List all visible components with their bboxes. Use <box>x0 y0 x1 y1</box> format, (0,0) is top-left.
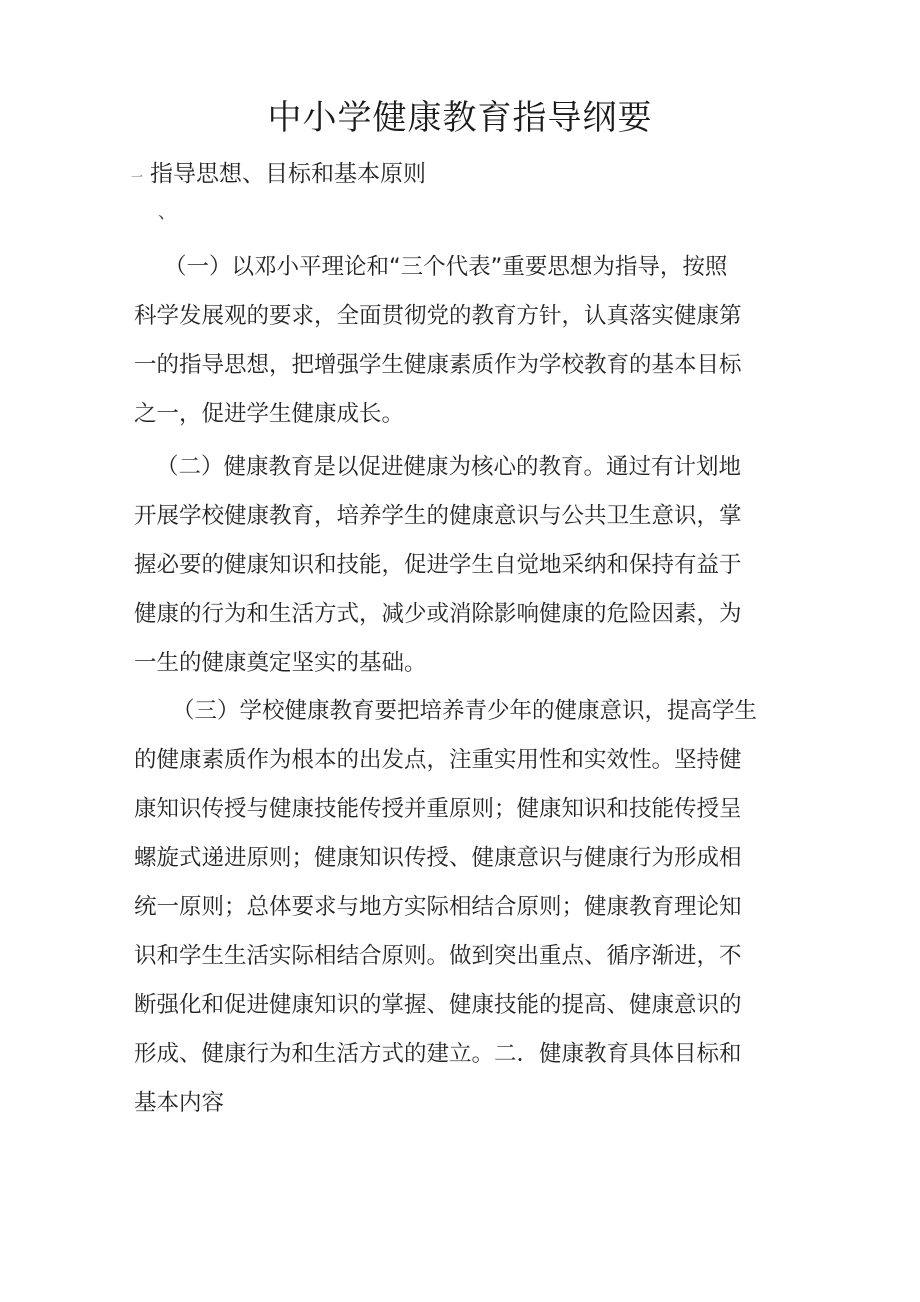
paragraph-3 <box>134 687 796 1128</box>
paragraph-line: （二）健康教育是以促进健康为核心的教育。通过有计划地 <box>156 454 742 480</box>
section-stray-mark: 、 <box>158 202 176 223</box>
paragraph-line: 一的指导思想，把增强学生健康素质作为学校教育的基本目标 <box>134 352 742 378</box>
paragraph-line: 断强化和促进健康知识的掌握、健康技能的提高、健康意识的 <box>134 992 742 1018</box>
paragraph-line: 形成、健康行为和生活方式的建立。二．健康教育具体目标和 <box>134 1041 742 1067</box>
paragraph-line: 开展学校健康教育，培养学生的健康意识与公共卫生意识，掌 <box>134 503 742 529</box>
paragraph-line: 之一，促进学生健康成长。 <box>134 401 405 427</box>
paragraph-line: 一生的健康奠定坚实的基础。 <box>134 650 427 676</box>
paragraph-1 <box>134 243 796 439</box>
paragraph-line: 统一原则；总体要求与地方实际相结合原则；健康教育理论知 <box>134 894 742 920</box>
paragraph-line: 健康的行为和生活方式，减少或消除影响健康的危险因素，为 <box>134 601 742 627</box>
paragraph-line: 康知识传授与健康技能传授并重原则；健康知识和技能传授呈 <box>134 796 742 822</box>
paragraph-line: 螺旋式递进原则；健康知识传授、健康意识与健康行为形成相 <box>134 845 742 871</box>
paragraph-line: 基本内容 <box>134 1090 225 1116</box>
document-title: 中小学健康教育指导纲要 <box>267 98 653 138</box>
paragraph-line: 的健康素质作为根本的出发点，注重实用性和实效性。坚持健 <box>134 747 742 773</box>
paragraph-2 <box>134 443 796 688</box>
paragraph-line: （三）学校健康教育要把培养青少年的健康意识，提高学生 <box>172 698 758 724</box>
section-heading: 指导思想、目标和基本原则 <box>150 161 426 187</box>
section-number-mark: 一 <box>131 170 144 184</box>
paragraph-line: 科学发展观的要求，全面贯彻党的教育方针，认真落实健康第 <box>134 303 742 329</box>
paragraph-line: 识和学生生活实际相结合原则。做到突出重点、循序渐进，不 <box>134 943 742 969</box>
paragraph-line: （一）以邓小平理论和“三个代表”重要思想为指导，按照 <box>164 254 728 280</box>
paragraph-line: 握必要的健康知识和技能，促进学生自觉地采纳和保持有益于 <box>134 552 742 578</box>
